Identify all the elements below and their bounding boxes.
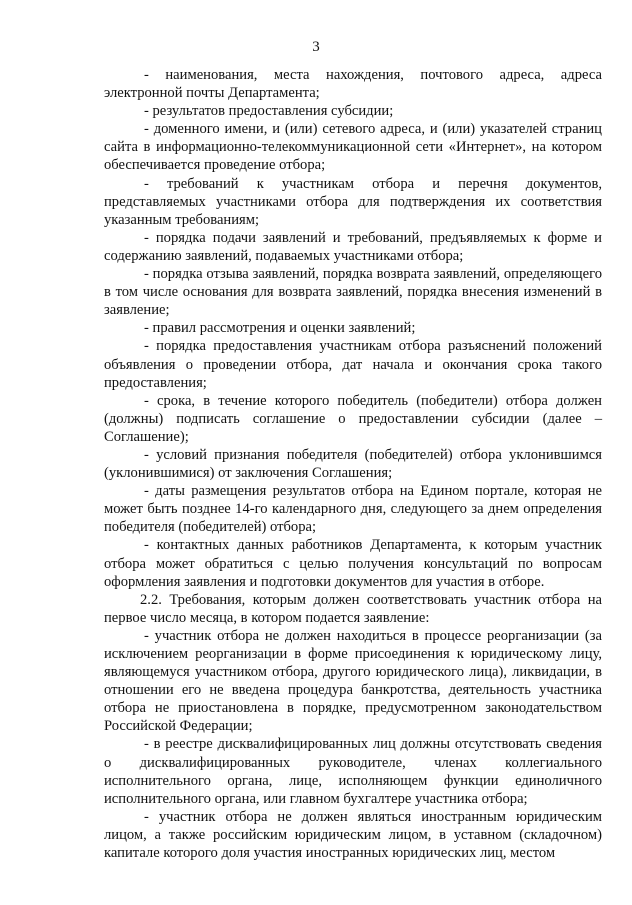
paragraph-4: - требований к участникам отбора и перечня документов, представляемых участниками отбора для подтверждения их соответствия указанным требованиям; xyxy=(104,175,602,228)
paragraph-1: - наименования, места нахождения, почтового адреса, адреса электронной почты Департамента; xyxy=(104,67,602,102)
paragraph-9: - срока, в течение которого победитель (победители) отбора должен (должны) подписать соглашение о предоставлении субсидии (далее – Соглашение); xyxy=(104,392,602,445)
paragraph-5: - порядка подачи заявлений и требований, предъявляемых к форме и содержанию заявлений, подаваемых участниками отбора; xyxy=(104,229,602,264)
document-body xyxy=(104,66,602,862)
paragraph-7: - правил рассмотрения и оценки заявлений; xyxy=(144,320,416,337)
paragraph-14: - участник отбора не должен находиться в процессе реорганизации (за исключением реорганизации в форме присоединения к юридическому лицу, являющемуся участником отбора, другого юридического лица), ликвидации, в отношении его не введена процедура банкротства, деятельность участника отбора не приостановлена в порядке, предусмотренном законодательством Российской Федерации; xyxy=(104,627,602,735)
paragraph-6: - порядка отзыва заявлений, порядка возврата заявлений, определяющего в том числе основания для возврата заявлений, порядка внесения изменений в заявление; xyxy=(104,266,602,319)
page-number: 3 xyxy=(312,39,320,55)
paragraph-10: - условий признания победителя (победителей) отбора уклонившимся (уклонившимися) от заключения Соглашения; xyxy=(104,446,602,482)
paragraph-8: - порядка предоставления участникам отбора разъяснений положений объявления о проведении отбора, дат начала и окончания срока такого предоставления; xyxy=(104,338,602,391)
paragraph-2: - результатов предоставления субсидии; xyxy=(144,103,394,120)
paragraph-16: - участник отбора не должен являться иностранным юридическим лицом, а также российским юридическим лицом, в уставном (складочном) капитале которого доля участия иностранных юридических лиц, местом xyxy=(104,808,602,862)
paragraph-11: - даты размещения результатов отбора на Едином портале, которая не может быть позднее 14-го календарного дня, следующего за днем определения победителя (победителей) отбора; xyxy=(104,483,602,536)
paragraph-12: - контактных данных работников Департамента, к которым участник отбора может обратиться с целью получения консультаций по вопросам оформления заявления и подготовки документов для участия в отборе. xyxy=(104,537,602,590)
paragraph-15: - в реестре дисквалифицированных лиц должны отсутствовать сведения о дисквалифицированных руководителе, членах коллегиального исполнительного органа, лице, исполняющем функции единоличного исполнительного органа, или главном бухгалтере участника отбора; xyxy=(104,736,602,807)
paragraph-13-section-2-2: 2.2. Требования, которым должен соответствовать участник отбора на первое число месяца, в котором подается заявление: xyxy=(104,591,602,626)
paragraph-3: - доменного имени, и (или) сетевого адреса, и (или) указателей страниц сайта в информационно-телекоммуникационной сети «Интернет», на котором обеспечивается проведение отбора; xyxy=(104,121,602,174)
